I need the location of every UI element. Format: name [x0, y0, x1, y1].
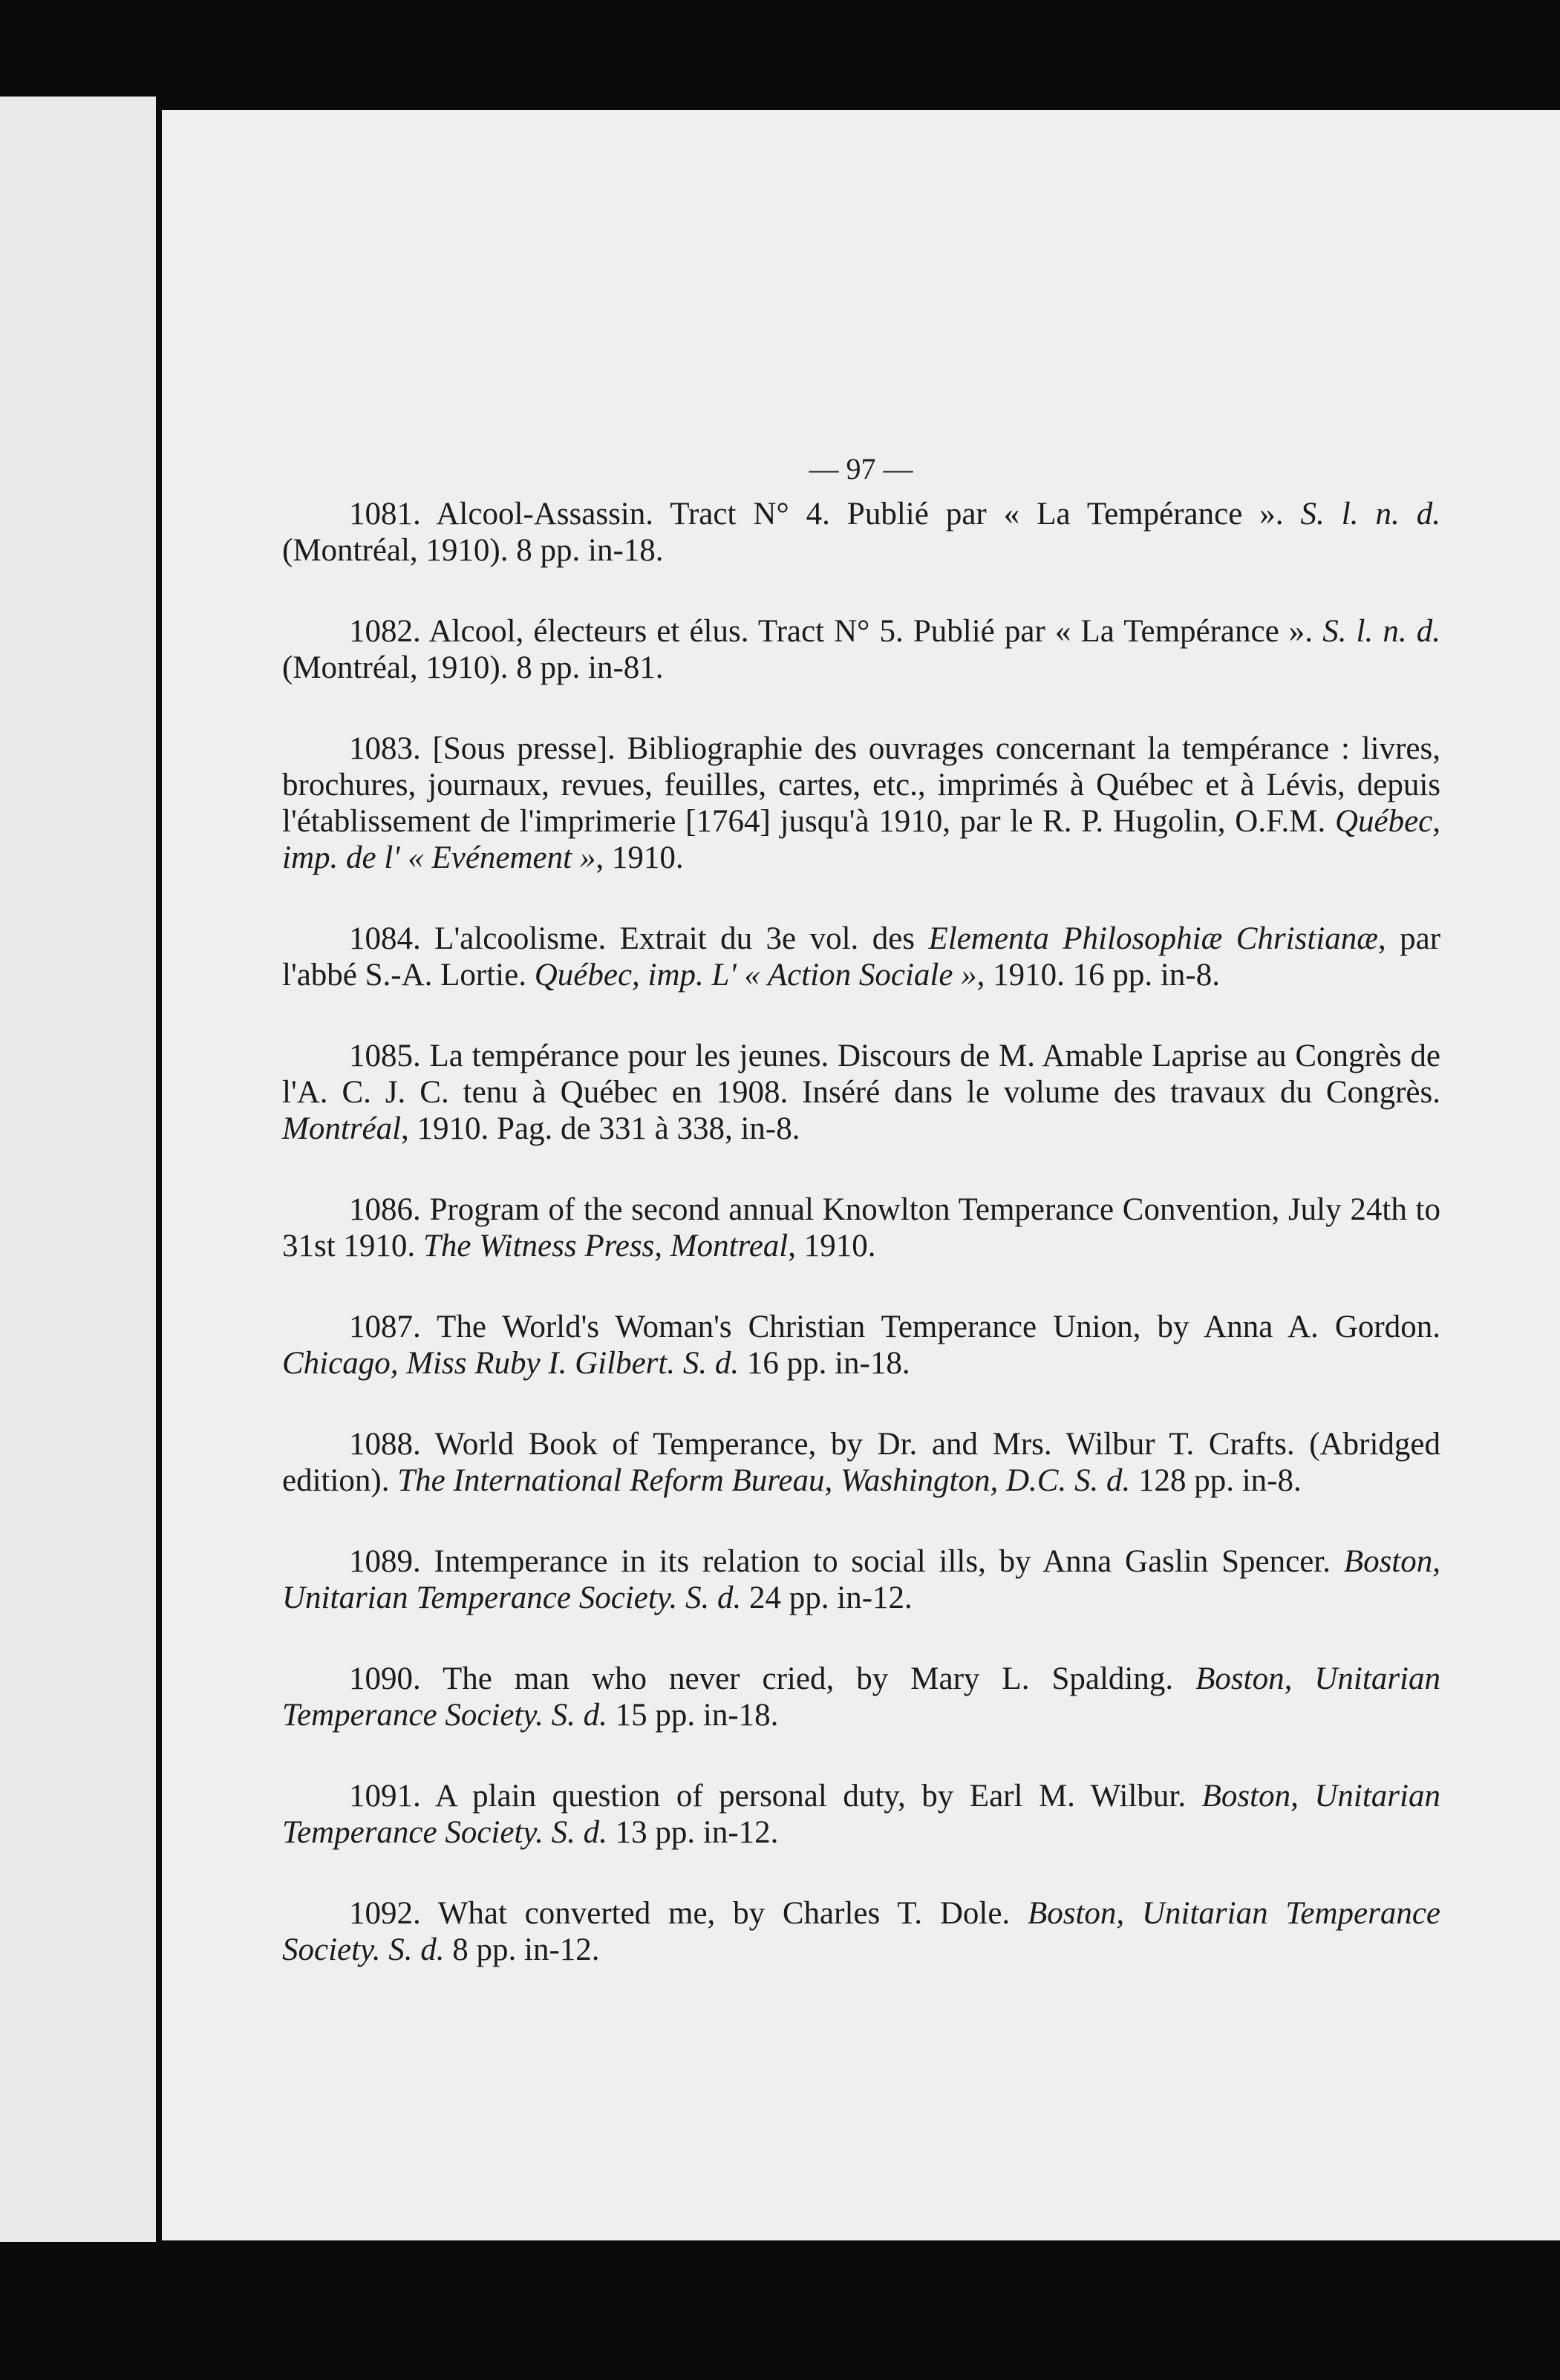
entry-text: , 1910. 16 pp. in-8. — [976, 958, 1220, 993]
entry-italic: Québec, imp. de l' « Evénement » — [282, 804, 1440, 875]
entry-text: 24 pp. in-12. — [741, 1580, 913, 1615]
entry-number: 1085. — [349, 1039, 421, 1073]
entry-number: 1081. — [349, 497, 421, 532]
entry-text: Alcool-Assassin. Tract N° 4. Publié par « La Tempérance ». — [420, 497, 1301, 532]
entry-1082 — [282, 613, 1440, 686]
entry-text: Alcool, électeurs et élus. Tract N° 5. Publié par « La Tempérance ». — [420, 614, 1323, 649]
entry-text: 8 pp. in-12. — [444, 1932, 600, 1967]
entry-number: 1087. — [349, 1310, 421, 1344]
entry-text: [Sous presse]. Bibliographie des ouvrages concernant la tempérance : livres, brochures, journaux, revues, feuilles, cartes, etc., imprimés à Québec et à Lévis, depuis l'établissement de l'imprimerie [1764] jusqu'à 1910, par le R. P. Hugolin, O.F.M. — [282, 731, 1440, 839]
entry-number: 1091. — [349, 1779, 421, 1814]
entry-number: 1084. — [349, 921, 421, 956]
entry-text: , par l'abbé S.-A. Lortie. — [282, 921, 1441, 993]
adjacent-page-edge — [0, 97, 156, 2242]
page-number: — 97 — — [809, 452, 913, 486]
entry-italic: Boston, Unitarian Temperance Society. S. d. — [282, 1779, 1440, 1850]
entry-italic: Boston, Unitarian Temperance Society. S. d. — [282, 1896, 1440, 1967]
entry-text: A plain question of personal duty, by Earl M. Wilbur. — [420, 1779, 1202, 1814]
entry-1086 — [282, 1191, 1440, 1264]
entry-text: , 1910. Pag. de 331 à 338, in-8. — [401, 1111, 800, 1146]
entry-text: 13 pp. in-12. — [607, 1815, 779, 1850]
entry-italic: S. l. n. d. — [1300, 497, 1440, 532]
entry-text: (Montréal, 1910). 8 pp. in-18. — [282, 533, 664, 568]
entry-number: 1089. — [349, 1544, 421, 1579]
entry-1091 — [282, 1778, 1440, 1851]
entry-1085 — [282, 1038, 1440, 1147]
entry-text: The man who never cried, by Mary L. Spalding. — [420, 1661, 1196, 1696]
entry-1083 — [282, 730, 1440, 876]
entry-1090 — [282, 1661, 1440, 1733]
entry-number: 1083. — [349, 731, 421, 766]
entry-number: 1086. — [349, 1192, 421, 1227]
bibliography-entries — [282, 496, 1440, 2013]
entry-number: 1082. — [349, 614, 421, 649]
entry-text: 15 pp. in-18. — [607, 1698, 779, 1733]
entry-text: 128 pp. in-8. — [1130, 1463, 1302, 1498]
entry-text: L'alcoolisme. Extrait du 3e vol. des — [420, 921, 929, 956]
entry-1089 — [282, 1543, 1440, 1616]
entry-1088 — [282, 1426, 1440, 1499]
entry-1081 — [282, 496, 1440, 569]
entry-text: Program of the second annual Knowlton Temperance Convention, July 24th to 31st 1910. — [282, 1192, 1440, 1263]
book-page — [162, 110, 1560, 2240]
entry-italic: The Witness Press, Montreal — [422, 1229, 789, 1263]
entry-text: The World's Woman's Christian Temperance Union, by Anna A. Gordon. — [420, 1310, 1440, 1344]
entry-italic: Montréal — [282, 1111, 402, 1146]
entry-text: , 1910. — [595, 840, 684, 875]
entry-italic: Boston, Unitarian Temperance Society. S. d. — [282, 1544, 1440, 1615]
entry-1087 — [282, 1309, 1440, 1382]
entry-italic: The International Reform Bureau, Washington, D.C. S. d. — [397, 1463, 1131, 1498]
entry-text: (Montréal, 1910). 8 pp. in-81. — [282, 650, 664, 685]
entry-italic: S. l. n. d. — [1322, 614, 1440, 649]
entry-text: 16 pp. in-18. — [739, 1346, 910, 1381]
entry-text: Intemperance in its relation to social ills, by Anna Gaslin Spencer. — [420, 1544, 1344, 1579]
entry-text: World Book of Temperance, by Dr. and Mrs. Wilbur T. Crafts. (Abridged edition). — [282, 1427, 1440, 1498]
entry-text: , 1910. — [788, 1229, 876, 1263]
entry-italic: Elementa Philosophiæ Christianæ — [928, 921, 1378, 956]
entry-italic: Québec, imp. L' « Action Sociale » — [534, 958, 977, 993]
entry-number: 1088. — [349, 1427, 421, 1462]
entry-text: La tempérance pour les jeunes. Discours de M. Amable Laprise au Congrès de l'A. C. J. C. tenu à Québec en 1908. Inséré dans le volume des travaux du Congrès. — [282, 1039, 1440, 1110]
entry-1084 — [282, 921, 1440, 993]
entry-1092 — [282, 1895, 1440, 1968]
entry-italic: Chicago, Miss Ruby I. Gilbert. S. d. — [282, 1346, 740, 1381]
entry-number: 1092. — [349, 1896, 421, 1931]
entry-text: What converted me, by Charles T. Dole. — [420, 1896, 1028, 1931]
entry-number: 1090. — [349, 1661, 421, 1696]
entry-italic: Boston, Unitarian Temperance Society. S. d. — [282, 1661, 1441, 1733]
